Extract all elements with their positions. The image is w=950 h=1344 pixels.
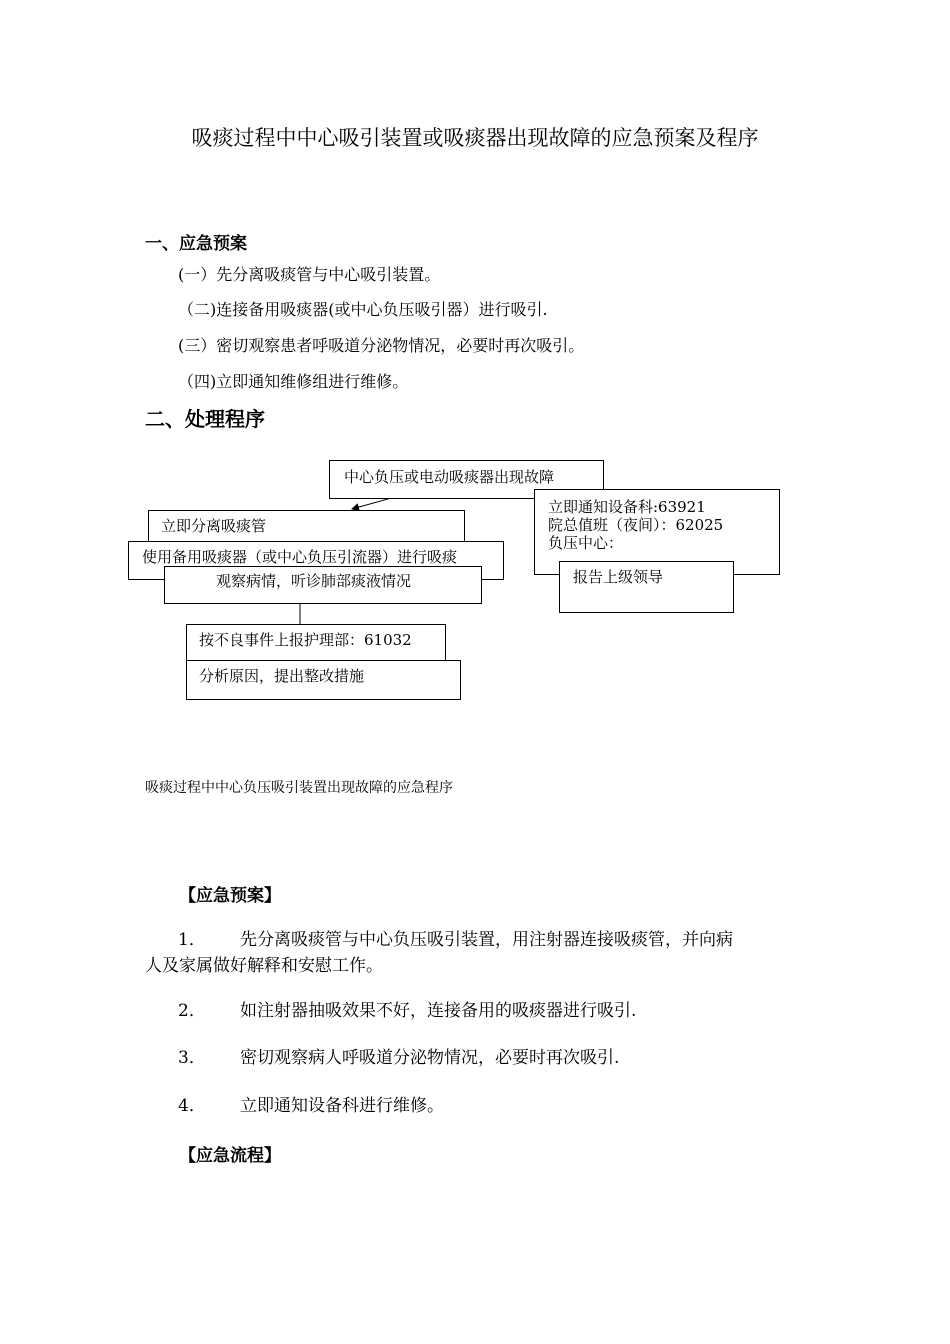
part2-item-4-number: 4．: [178, 1096, 206, 1116]
flow-box-observe-text: 观察病情，听诊肺部痰液情况: [216, 572, 412, 590]
flow-box-adverse-event-text: 按不良事件上报护理部：61032: [199, 631, 412, 649]
part2-item-1: [145, 927, 805, 979]
section-heading-plan: 一、应急预案: [145, 234, 247, 254]
part2-item-2: [178, 998, 636, 1024]
flow-box-analysis: [186, 660, 461, 700]
flow-box-adverse-event: [186, 624, 446, 661]
part2-item-4-text: 立即通知设备科进行维修。: [240, 1096, 444, 1116]
notify-duty-officer: 院总值班（夜间）：62025: [548, 516, 724, 534]
plan-item-2: （二)连接备用吸痰器(或中心负压吸引器）进行吸引.: [178, 300, 548, 319]
flow-box-separate: [148, 510, 465, 542]
flow-box-report: [559, 561, 734, 613]
flow-box-backup-text: 使用备用吸痰器（或中心负压引流器）进行吸痰: [142, 548, 458, 566]
notify-vacuum-center: 负压中心：: [548, 534, 624, 552]
part2-item-4: [178, 1093, 444, 1119]
part2-flow-heading: 【应急流程】: [179, 1146, 281, 1166]
part2-subtitle: 吸痰过程中中心负压吸引装置出现故障的应急程序: [145, 780, 453, 796]
plan-item-1: (一）先分离吸痰管与中心吸引装置。: [178, 265, 441, 284]
part2-plan-heading: 【应急预案】: [179, 886, 281, 906]
part2-item-1-number: 1．: [178, 930, 206, 950]
part2-item-3-number: 3．: [178, 1048, 206, 1068]
part2-item-3-text: 密切观察病人呼吸道分泌物情况，必要时再次吸引.: [240, 1048, 620, 1068]
notify-equipment-dept: 立即通知设备科:63921: [548, 498, 706, 516]
flow-box-separate-text: 立即分离吸痰管: [161, 517, 267, 535]
page-title: 吸痰过程中中心吸引装置或吸痰器出现故障的应急预案及程序: [191, 126, 759, 150]
flow-box-fault-text: 中心负压或电动吸痰器出现故障: [344, 468, 555, 486]
part2-item-1-continuation: 人及家属做好解释和安慰工作。: [145, 956, 383, 976]
plan-item-4: （四)立即通知维修组进行维修。: [178, 372, 409, 391]
part2-item-2-number: 2．: [178, 1001, 206, 1021]
section-heading-procedure: 二、处理程序: [145, 407, 265, 431]
plan-item-3: (三）密切观察患者呼吸道分泌物情况，必要时再次吸引。: [178, 336, 585, 355]
part2-item-3: [178, 1045, 619, 1071]
part2-item-2-text: 如注射器抽吸效果不好，连接备用的吸痰器进行吸引.: [240, 1001, 637, 1021]
flow-box-analysis-text: 分析原因，提出整改措施: [199, 667, 365, 685]
part2-item-1-text: 先分离吸痰管与中心负压吸引装置，用注射器连接吸痰管，并向病: [240, 930, 733, 950]
flow-box-report-text: 报告上级领导: [573, 568, 664, 586]
flow-box-observe: [164, 566, 482, 604]
